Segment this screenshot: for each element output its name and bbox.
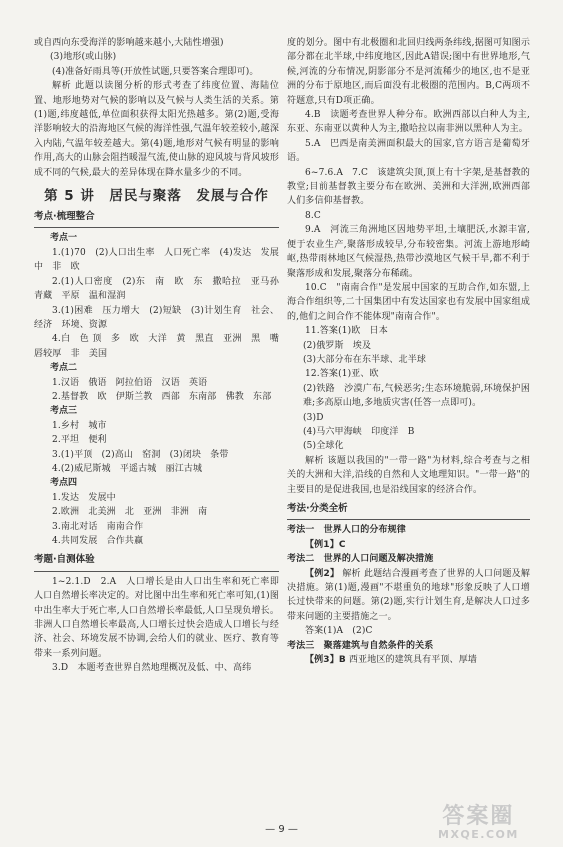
paragraph: 3.D 本题考查世界自然地理概况及低、中、高纬 <box>52 663 252 674</box>
zice-heading: 考题·自测体验 <box>34 554 95 566</box>
fenlei-title-row <box>287 639 530 653</box>
watermark-logo <box>438 804 519 844</box>
list-item: 4.白 色 顶 多 欧 大洋 黄 黑直 亚洲 黑 嘴唇较厚 非 美国 <box>34 334 279 359</box>
paragraph: 5.A 巴西是南美洲面积最大的国家,官方语言是葡萄牙语。 <box>287 138 530 164</box>
watermark-line1: 答案圈 <box>442 804 515 829</box>
list-item: 2.欧洲 北美洲 北 亚洲 非洲 南 <box>52 507 208 518</box>
list-item: 2.平坦 便利 <box>52 435 107 446</box>
list-item: 1.乡村 城市 <box>52 420 107 431</box>
list-item: 3.(1)平顶 (2)高山 窑洞 (3)闭块 条带 <box>52 449 229 460</box>
heading-rule <box>34 571 279 572</box>
watermark-line2: MXQE.COM <box>438 828 519 841</box>
example-label: 【例1】C <box>305 539 346 550</box>
paragraph: (2)俄罗斯 埃及 <box>303 340 372 351</box>
paragraph: 解析 此题以读图分析的形式考查了纬度位置、海陆位置、地形地势对气候的影响以及气候与人类生活的关系。第(1)题,纬度越低,单位面积获得太阳光热越多。第(2)题,受海洋影响较大的沿海地区气候的海洋性强,气温年较差较小,越深入内陆,气温年较差越大。第(4)题,地形对气候有明显的影响作用,高大的山脉会阻挡暖湿气流,使山脉的迎风坡与背风坡形成不同的气候,最大的差异体现在降水量多少的不同。 <box>34 81 279 178</box>
paragraph: 解析 该题以我国的"一带一路"为材料,综合考查与之相关的大洲和大洋,沿线的自然和人文地理知识。"一带一路"的主要目的是促进我国,也是沿线国家的经济合作。 <box>287 455 530 495</box>
right-column <box>287 36 530 667</box>
kaodian-title: 考点一 <box>50 233 78 244</box>
list-item: 3.(1)困难 压力增大 (2)短缺 (3)计划生育 社会、经济 环境、资源 <box>34 305 279 330</box>
fenlei-title: 世界的人口问题及解决措施 <box>323 554 434 565</box>
fenlei-heading: 考法·分类全析 <box>287 503 348 514</box>
example-label: 【例2】 <box>305 568 340 579</box>
list-item: 1.汉语 俄语 阿拉伯语 汉语 英语 <box>52 377 208 388</box>
fenlei-label: 考法一 <box>287 525 315 536</box>
example-text: 解析 此题结合漫画考查了世界的人口问题及解决措施。第(1)题,漫画"不堪重负的地球"形象反映了人口增长过快带来的问题。第(2)题,实行计划生育,是解决人口过多带来问题的主要措施之一。 <box>287 568 530 622</box>
page-number-text: — 9 — <box>265 824 298 835</box>
paragraph: 10.C "南南合作"是发展中国家的互助合作,如东盟,上海合作组织等,二十国集团中有发达国家也有发展中国家组成的,他们之间合作不能体现"南南合作"。 <box>287 282 530 322</box>
section-title: 第 5 讲 居民与聚落 发展与合作 <box>44 188 269 205</box>
fenlei-title-row <box>287 523 530 537</box>
kaodian-heading: 考点·梳理整合 <box>34 211 95 223</box>
fenlei-paragraph <box>287 653 530 667</box>
fenlei-title: 世界人口的分布规律 <box>323 525 406 536</box>
example-text: 答案(1)A (2)C <box>305 626 373 637</box>
paragraph: (3)大部分布在东半球、北半球 <box>303 354 426 365</box>
paragraph: 或自西向东受海洋的影响越来越小,大陆性增强) <box>34 38 224 48</box>
list-item: 2.(1)人口密度 (2)东 南 欧 东 撒哈拉 亚马孙 青藏 平原 温和湿润 <box>34 276 289 302</box>
fenlei-title-row <box>287 552 530 566</box>
list-item: 2.基督教 欧 伊斯兰教 西部 东南部 佛教 东部 <box>52 391 272 402</box>
kaodian-title: 考点三 <box>50 406 78 417</box>
paragraph: 9.A 河流三角洲地区因地势平坦,土壤肥沃,水源丰富,便于农业生产,聚落形成较早,分布较密集。河流上游地形崎岖,热带雨林地区气候湿热,热带沙漠地区气候干旱,都不利于聚落形成和发展,聚落分布稀疏。 <box>287 225 530 279</box>
paragraph: 4.B 读题考查世界人种分布。欧洲西部以白种人为主,东亚、东南亚以黄种人为主,撒哈拉以南非洲以黑种人为主。 <box>287 110 530 135</box>
paragraph: 12.答案(1)亚、欧 <box>305 369 379 380</box>
paragraph: (4)准备好雨具等(开放性试题,只要答案合理即可)。 <box>52 66 259 77</box>
fenlei-label: 考法三 <box>287 640 315 651</box>
heading-rule <box>34 227 279 228</box>
list-item: 4.共同发展 合作共赢 <box>52 536 144 546</box>
left-column <box>34 36 289 676</box>
right-answer-paragraphs <box>287 36 530 497</box>
kaodian-title: 考点二 <box>50 363 78 374</box>
paragraph: 8.C <box>305 210 321 221</box>
paragraph: (3)D <box>303 412 324 423</box>
paragraph: 度的划分。图中有北极圈和北回归线两条纬线,据图可知图示部分都在北半球,中纬度地区,因此A错误;图中有世界地形,气候,河流的分布情况,阴影部分不是河流稀少的地区,也不是亚洲的分布于原地区,而后面没有北极圈的范围内。B,C两项不符题意,只有D项正确。 <box>287 38 530 106</box>
kaodian-title: 考点四 <box>50 478 78 489</box>
fenlei-title: 聚落建筑与自然条件的关系 <box>323 640 434 651</box>
list-item: 3.南北对话 南南合作 <box>52 521 144 532</box>
heading-rule <box>287 519 530 520</box>
paragraph: (5)全球化 <box>303 441 344 452</box>
fenlei-paragraph <box>287 538 530 552</box>
list-item: 4.(2)威尼斯城 平遥古城 丽江古城 <box>52 463 203 474</box>
paragraph: (2)铁路 沙漠广布,气候恶劣;生态环境脆弱,环境保护困难;多高原山地,多地质灾害(任答一点即可)。 <box>303 383 530 409</box>
fenlei-list <box>287 523 530 667</box>
example-label: 【例3】B <box>305 655 346 666</box>
left-intro-paragraphs <box>34 36 279 180</box>
paragraph: 11.答案(1)欧 日本 <box>305 326 388 337</box>
paragraph: 6~7.6.A 7.C 该建筑尖顶,顶上有十字架,是基督教的教堂;目前基督教主要分布在欧洲、美洲和大洋洲,欧洲西部人们多信仰基督教。 <box>287 167 530 207</box>
zice-paragraphs <box>34 575 279 676</box>
fenlei-label: 考法二 <box>287 554 315 565</box>
fenlei-paragraph <box>287 567 530 625</box>
fenlei-paragraph <box>287 624 530 638</box>
paragraph: 1~2.1.D 2.A 人口增长是由人口出生率和死亡率即人口自然增长率决定的。对比图中出生率和死亡率可知,(1)图中出生率大于死亡率,人口自然增长率最低,人口呈现负增长。非洲人口自然增长率最高,人口增长过快会造成人口增长与经济、社会、环境发展不协调,会给人们的就业、医疗、教育等带来一系列问题。 <box>34 576 279 659</box>
list-item: 1.发达 发展中 <box>52 492 116 503</box>
example-text: 西亚地区的建筑具有平顶、厚墙 <box>348 655 477 666</box>
paragraph: (4)马六甲海峡 印度洋 B <box>303 426 415 437</box>
paragraph: (3)地形(或山脉) <box>50 52 117 63</box>
kaodian-list <box>34 231 289 548</box>
list-item: 1.(1)70 (2)人口出生率 人口死亡率 (4)发达 发展中 非 欧 <box>34 247 279 273</box>
